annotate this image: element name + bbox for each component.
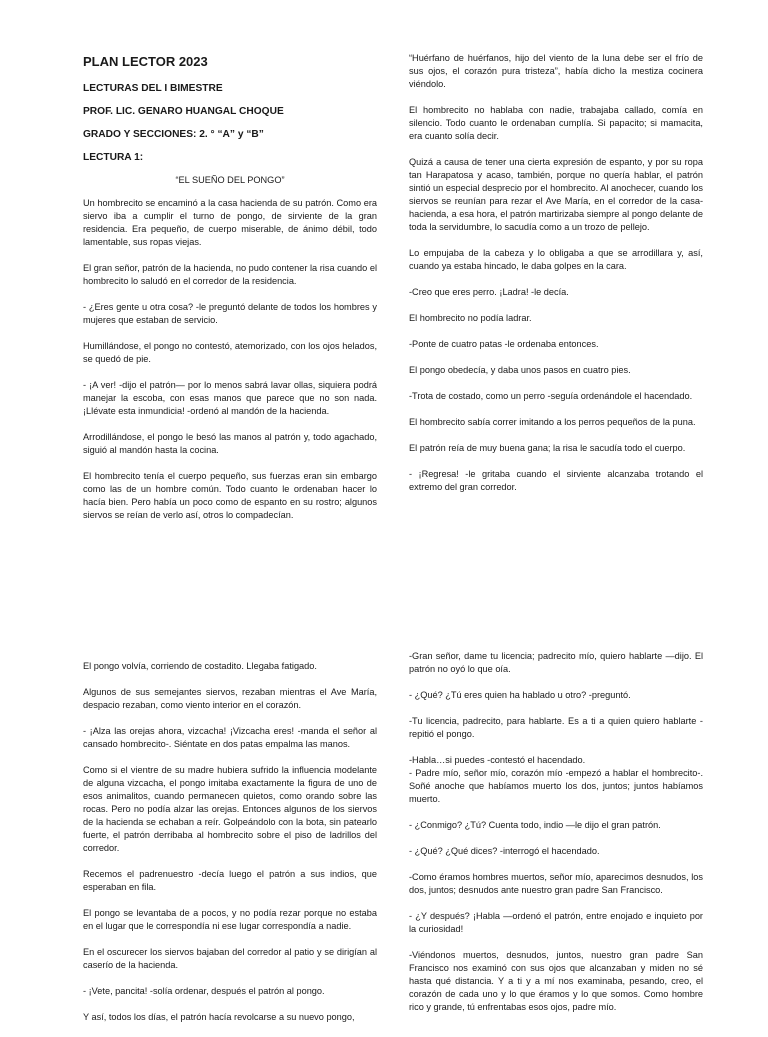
paragraph: Humillándose, el pongo no contestó, atemorizado, con los ojos helados, se quedó de pie. (83, 341, 377, 364)
paragraph: - ¡Alza las orejas ahora, vizcacha! ¡Vizcacha eres! -manda el señor al cansado hombrecito-. Siéntate en dos patas empalma las manos. (83, 726, 377, 749)
teacher-name: PROF. LIC. GENARO HUANGAL CHOQUE (83, 106, 284, 117)
paragraph: - ¿Qué? ¿Tú eres quien ha hablado u otro? -preguntó. (409, 690, 631, 700)
paragraph: El hombrecito no podía ladrar. (409, 313, 532, 323)
paragraph: “Huérfano de huérfanos, hijo del viento de la luna debe ser el frío de sus ojos, el corazón pura tristeza”, había dicho la mestiza cocinera viéndolo. (409, 53, 703, 89)
paragraph: Un hombrecito se encaminó a la casa hacienda de su patrón. Como era siervo iba a cumplir el turno de pongo, de sirviente de la gran residencia. Era pequeño, de cuerpo miserable, de ánimo débil, todo lamentable, sus ropas viejas. (83, 198, 377, 247)
paragraph: - ¿Eres gente u otra cosa? -le preguntó delante de todos los hombres y mujeres que estaban de servicio. (83, 302, 377, 325)
grade-sections: GRADO Y SECCIONES: 2. ° “A” y “B” (83, 129, 264, 140)
paragraph: El hombrecito no hablaba con nadie, trabajaba callado, comía en silencio. Todo cuanto le ordenaban cumplía. Si papacito; si mamacita, era cuanto solía decir. (409, 105, 703, 141)
paragraph: El pongo obedecía, y daba unos pasos en cuatro pies. (409, 365, 631, 375)
paragraph: Algunos de sus semejantes siervos, rezaban mientras el Ave María, despacio rezaban, como viento interior en el corazón. (83, 687, 377, 710)
paragraph: Arrodillándose, el pongo le besó las manos al patrón y, todo agachado, siguió al mandón hasta la cocina. (83, 432, 377, 455)
paragraph: Quizá a causa de tener una cierta expresión de espanto, y por su ropa tan Harapatosa y acaso, también, porque no quería hablar, el patrón sintió un especial desprecio por el hombrecito. Al anochecer, cuando los siervos se reunían para rezar el Ave María, en el corredor de la casa-hacienda, a esa hora, el patrón martirizaba siempre al pongo delante de toda la servidumbre, lo sacudía como a un trozo de pellejo. (409, 157, 703, 232)
paragraph: El gran señor, patrón de la hacienda, no pudo contener la risa cuando el hombrecito lo saludó en el corredor de la residencia. (83, 263, 377, 286)
reading-number: LECTURA 1: (83, 152, 144, 163)
document-page-2 (0, 648, 768, 1024)
paragraph: - ¿Conmigo? ¿Tú? Cuenta todo, indio —le dijo el gran patrón. (409, 820, 661, 830)
paragraph: -Como éramos hombres muertos, señor mío, aparecimos desnudos, los dos, juntos; desnudos ante nuestro gran padre San Francisco. (409, 872, 703, 895)
paragraph: El patrón reía de muy buena gana; la risa le sacudía todo el cuerpo. (409, 443, 686, 453)
paragraph: - ¡Vete, pancita! -solía ordenar, después el patrón al pongo. (83, 986, 325, 996)
story-title: “EL SUEÑO DEL PONGO” (175, 175, 285, 185)
paragraph: -Habla…si puedes -contestó el hacendado. - Padre mío, señor mío, corazón mío -empezó a hablar el hombrecito-. Soñé anoche que habíamos muerto los dos, juntos; juntos habíamos muerto. (409, 755, 703, 804)
page2-left-column (83, 660, 377, 1037)
paragraph: El pongo se levantaba de a pocos, y no podía rezar porque no estaba en el lugar que le correspondía ni ese lugar correspondía a nadie. (83, 908, 377, 931)
paragraph: El hombrecito tenía el cuerpo pequeño, sus fuerzas eran sin embargo como las de un hombre común. Todo cuanto le ordenaban hacer lo hacía bien. Pero había un poco como de espanto en su rostro; algunos siervos se reían de verlo así, otros lo compadecían. (83, 471, 377, 520)
document-title: PLAN LECTOR 2023 (83, 54, 208, 69)
paragraph: Recemos el padrenuestro -decía luego el patrón a sus indios, que esperaban en fila. (83, 869, 377, 892)
paragraph: - ¡A ver! -dijo el patrón— por lo menos sabrá lavar ollas, siquiera podrá manejar la escoba, con esas manos que parece que no son nada. ¡Llévate esta inmundicia! -ordenó al mandón de la hacienda. (83, 380, 377, 416)
page1-right-column (409, 52, 703, 507)
paragraph: El hombrecito sabía correr imitando a los perros pequeños de la puna. (409, 417, 696, 427)
paragraph: En el oscurecer los siervos bajaban del corredor al patio y se dirigían al caserío de la hacienda. (83, 947, 377, 970)
paragraph: - ¿Qué? ¿Qué dices? -interrogó el hacendado. (409, 846, 600, 856)
paragraph: -Ponte de cuatro patas -le ordenaba entonces. (409, 339, 599, 349)
page2-right-column (409, 650, 703, 1027)
paragraph: -Viéndonos muertos, desnudos, juntos, nuestro gran padre San Francisco nos examinó con sus ojos que alcanzaban y miden no sé hasta qué distancia. Y a ti y a mí nos examinaba, pesando, creo, el corazón de cada uno y lo que éramos y lo que somos. Como hombre rico y grande, tú enfrentabas esos ojos, padre mío. (409, 950, 703, 1012)
page1-left-column (83, 52, 377, 535)
paragraph: Y así, todos los días, el patrón hacía revolcarse a su nuevo pongo, (83, 1012, 355, 1022)
paragraph: El pongo volvía, corriendo de costadito. Llegaba fatigado. (83, 661, 317, 671)
paragraph: - ¿Y después? ¡Habla —ordenó el patrón, entre enojado e inquieto por la curiosidad! (409, 911, 703, 934)
paragraph: -Creo que eres perro. ¡Ladra! -le decía. (409, 287, 569, 297)
paragraph: Como si el vientre de su madre hubiera sufrido la influencia modelante de alguna vizcacha, el pongo imitaba exactamente la figura de uno de esos animalitos, cuando permanecen quietos, como orando sobre las rocas. Pero no podía alzar las orejas. Entonces algunos de los siervos de la hacienda se echaban a reír. Golpeándolo con la bota, sin patearlo fuerte, el patrón derribaba al hombrecito sobre el piso de ladrillos del corredor. (83, 765, 377, 853)
paragraph: -Trota de costado, como un perro -seguía ordenándole el hacendado. (409, 391, 693, 401)
paragraph: Lo empujaba de la cabeza y lo obligaba a que se arrodillara y, así, cuando ya estaba hincado, le daba golpes en la cara. (409, 248, 703, 271)
document-subtitle: LECTURAS DEL I BIMESTRE (83, 83, 223, 94)
paragraph: -Tu licencia, padrecito, para hablarte. Es a ti a quien quiero hablarte -repitió el pongo. (409, 716, 703, 739)
paragraph: - ¡Regresa! -le gritaba cuando el sirviente alcanzaba trotando el extremo del gran corredor. (409, 469, 703, 492)
paragraph: -Gran señor, dame tu licencia; padrecito mío, quiero hablarte —dijo. El patrón no oyó lo que oía. (409, 651, 703, 674)
